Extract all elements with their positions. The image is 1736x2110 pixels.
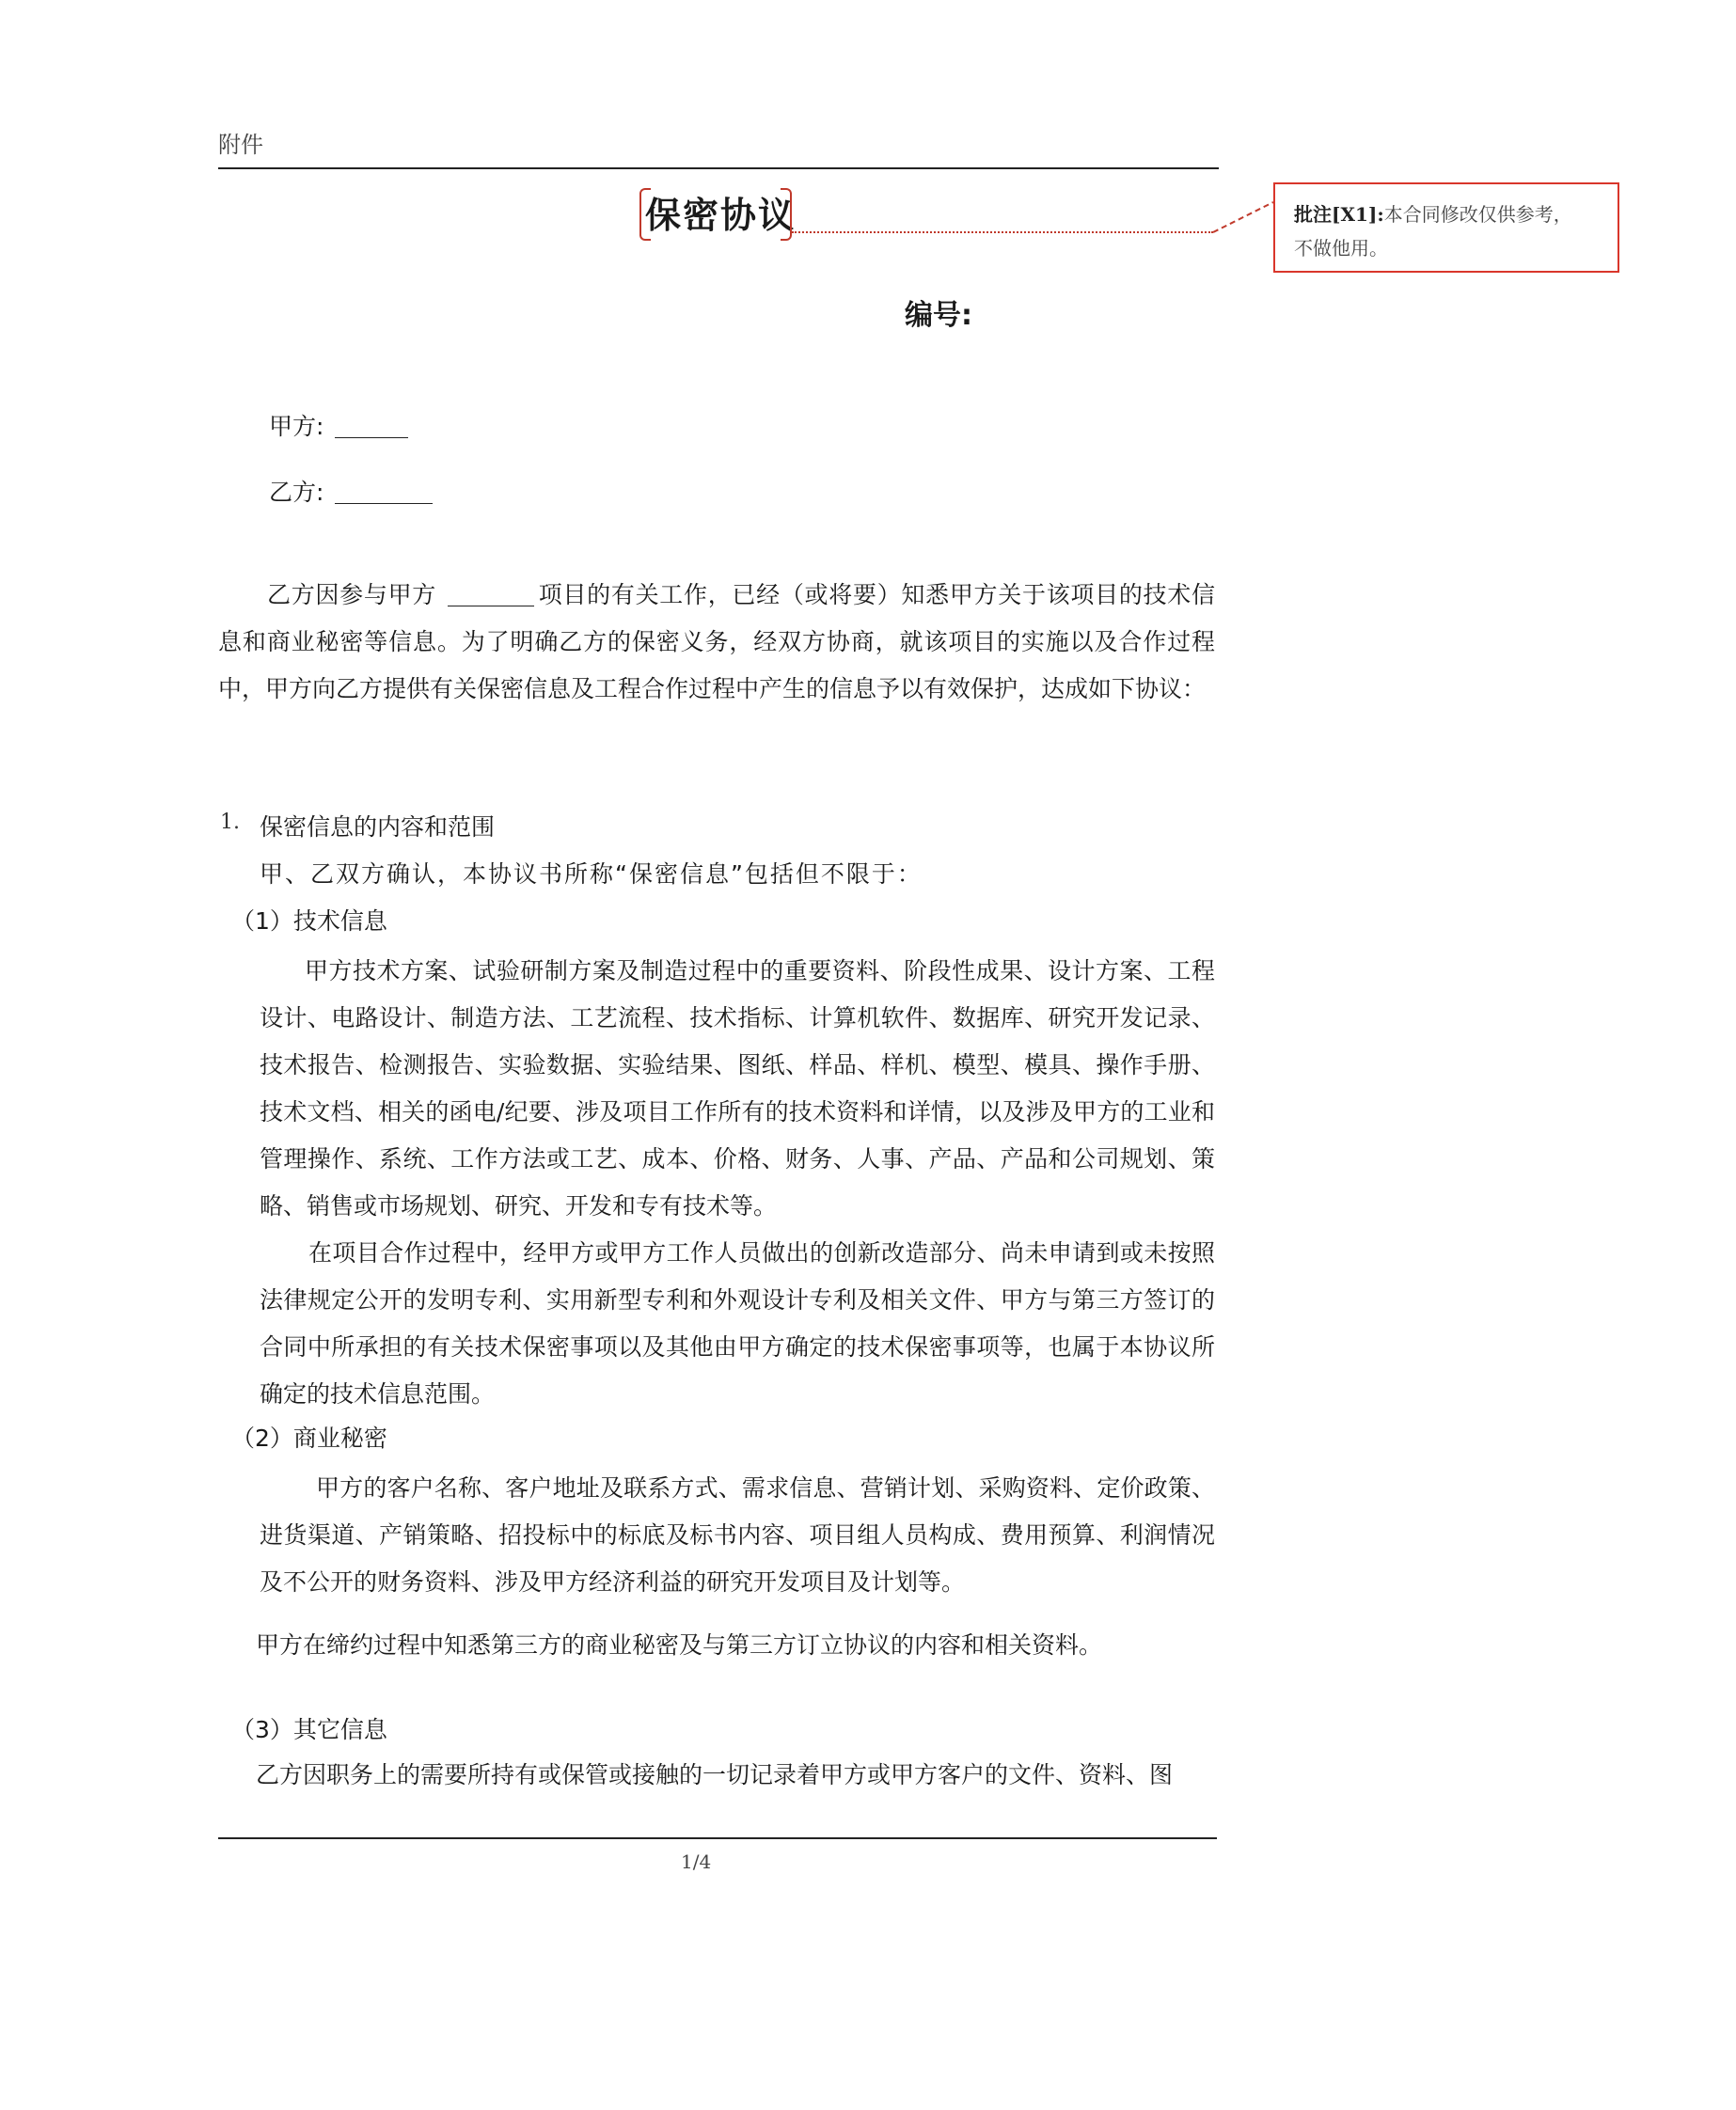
subsection-2-paragraph-1: 甲方的客户名称、客户地址及联系方式、需求信息、营销计划、采购资料、定价政策、进货渠道、产销策略、招投标中的标底及标书内容、项目组人员构成、费用预算、利润情况及不公开的财务资料、涉及甲方经济利益的研究开发项目及计划等。 <box>260 1474 1215 1596</box>
party-b-blank[interactable] <box>335 480 433 504</box>
comment-balloon[interactable] <box>1273 182 1619 273</box>
header-rule <box>218 167 1219 169</box>
party-b-label: 乙方: <box>269 479 324 506</box>
subsection-3-paragraph-1: 乙方因职务上的需要所持有或保管或接触的一切记录着甲方或甲方客户的文件、资料、图 <box>256 1761 1174 1788</box>
section-1-lead: 甲、乙双方确认，本协议书所称“保密信息”包括但不限于： <box>260 860 923 888</box>
subsection-1-label: （1）技术信息 <box>231 907 387 935</box>
party-a-blank[interactable] <box>335 415 408 438</box>
comment-text-line2: 不做他用。 <box>1294 237 1388 260</box>
page-number: 1/4 <box>681 1850 712 1873</box>
comment-connector-diagonal <box>1211 199 1277 237</box>
header-label: 附件 <box>218 132 263 158</box>
party-b-row <box>269 474 433 508</box>
subsection-1-paragraph-1: 甲方技术方案、试验研制方案及制造过程中的重要资料、阶段性成果、设计方案、工程设计、电路设计、制造方法、工艺流程、技术指标、计算机软件、数据库、研究开发记录、技术报告、检测报告、实验数据、实验结果、图纸、样品、样机、模型、模具、操作手册、技术文档、相关的函电/纪要、涉及项目工作所有的技术资料和详情，以及涉及甲方的工业和管理操作、系统、工作方法或工艺、成本、价格、财务、人事、产品、产品和公司规划、策略、销售或市场规划、研究、开发和专有技术等。 <box>260 957 1215 1220</box>
intro-suffix: 项目的有关工作，已经（或将要）知悉甲方关于该项目的技术信息和商业秘密等信息。为了明确乙方的保密义务，经双方协商，就该项目的实施以及合作过程中，甲方向乙方提供有关保密信息及工程合作过程中产生的信息予以有效保护，达成如下协议： <box>218 581 1215 702</box>
comment-connector-dotted <box>792 231 1213 233</box>
section-1-title: 保密信息的内容和范围 <box>260 813 496 841</box>
subsection-3-label: （3）其它信息 <box>231 1716 387 1743</box>
comment-marker: 批注[X1]: <box>1294 203 1384 226</box>
title-revision-bracket-right <box>781 188 792 241</box>
subsection-1-paragraph-2: 在项目合作过程中，经甲方或甲方工作人员做出的创新改造部分、尚未申请到或未按照法律规定公开的发明专利、实用新型专利和外观设计专利及相关文件、甲方与第三方签订的合同中所承担的有关技术保密事项以及其他由甲方确定的技术保密事项等，也属于本协议所确定的技术信息范围。 <box>260 1239 1215 1408</box>
project-name-blank[interactable] <box>448 583 534 606</box>
intro-paragraph <box>218 572 1215 713</box>
subsection-2-label: （2）商业秘密 <box>231 1425 387 1452</box>
section-1-number: 1. <box>220 811 240 834</box>
intro-prefix: 乙方因参与甲方 <box>267 581 436 608</box>
party-a-row <box>269 408 408 442</box>
subsection-2-paragraph-2: 甲方在缔约过程中知悉第三方的商业秘密及与第三方订立协议的内容和相关资料。 <box>256 1631 1103 1659</box>
document-title: 保密协议 <box>645 195 797 236</box>
serial-number-label: 编号: <box>905 299 972 332</box>
party-a-label: 甲方: <box>269 413 324 440</box>
footer-rule <box>218 1837 1217 1839</box>
comment-text-line1: 本合同修改仅供参考， <box>1383 203 1572 226</box>
